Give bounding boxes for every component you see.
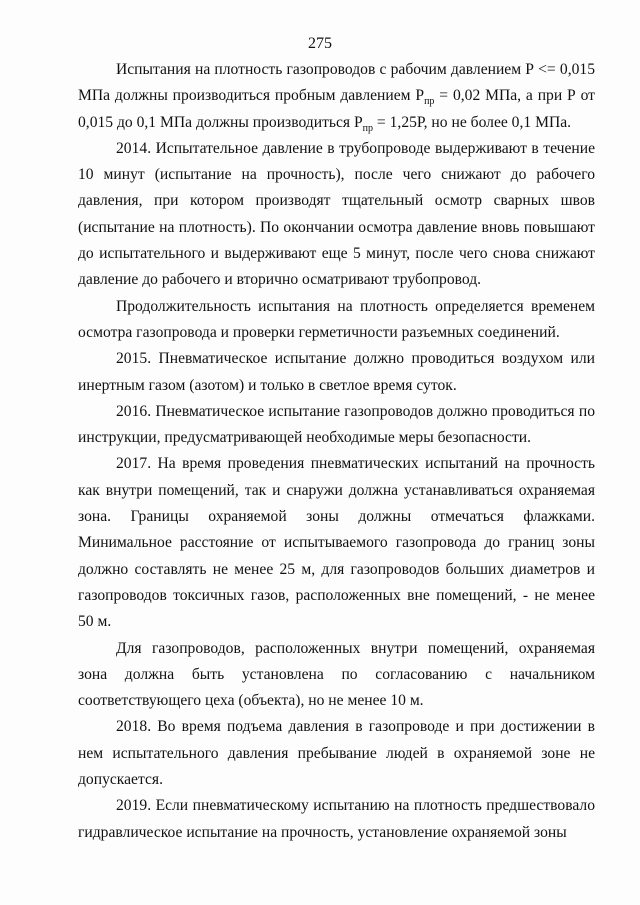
text-run: = 1,25Р, но не более 0,1 МПа. bbox=[373, 113, 572, 131]
page-number: 275 bbox=[308, 35, 332, 52]
text-run: Продолжительность испытания на плотность определяется временем осмотра газопровода и проверки герметичности разъемных соединений. bbox=[78, 297, 595, 341]
text-run: 2019. Если пневматическому испытанию на плотность предшествовало гидравлическое испытание на прочность, установление охраняемой зоны bbox=[78, 797, 595, 841]
subscript: пр bbox=[424, 96, 435, 108]
text-run: 2016. Пневматическое испытание газопроводов должно проводиться по инструкции, предусматривающей необходимые меры безопасности. bbox=[78, 402, 595, 447]
paragraph-p4 bbox=[78, 346, 595, 399]
subscript: пр bbox=[362, 122, 374, 134]
text-run: 2014. Испытательное давление в трубопроводе выдерживают в течение 10 минут (испытание на прочность), после чего снижают до рабочего давления, при котором производят тщательный осмотр сварных швов (испытание на плотность). По окончании осмотра давление вновь повышают до испытательного и выдерживают еще 5 минут, после чего снова снижают давление до рабочего и вторично осматривают трубопровод. bbox=[78, 139, 595, 289]
paragraph-p9 bbox=[78, 793, 595, 846]
text-run: Испытания на плотность газопроводов с рабочим давлением Р <= 0,015 МПа должны производиться пробным давлением Р bbox=[78, 61, 595, 105]
paragraph-p7 bbox=[78, 636, 595, 715]
paragraph-p6 bbox=[78, 451, 595, 635]
text-run: Для газопроводов, расположенных внутри помещений, охраняемая зона должна быть установлена по согласованию с начальником соответствующего цеха (объекта), но не менее 10 м. bbox=[78, 639, 595, 710]
text-run: 2015. Пневматическое испытание должно проводиться воздухом или инертным газом (азотом) и только в светлое время суток. bbox=[78, 350, 595, 394]
paragraph-p1 bbox=[78, 57, 595, 136]
text-run: 2017. На время проведения пневматических испытаний на прочность как внутри помещений, так и снаружи должна устанавливаться охраняемая зона. Границы охраняемой зоны должны отмечаться флажками. Минимальное расстояние от испытываемого газопровода до границ зоны должно составлять не менее 25 м, для газопроводов больших диаметров и газопроводов токсичных газов, расположенных вне помещений, - не менее 50 м. bbox=[78, 455, 595, 631]
document-body bbox=[78, 57, 595, 846]
paragraph-p8 bbox=[78, 714, 595, 793]
text-run: 2018. Во время подъема давления в газопроводе и при достижении в нем испытательного давления пребывание людей в охраняемой зоне не допускается. bbox=[78, 718, 595, 789]
text-run: = 0,02 МПа, а при Р от 0,015 до 0,1 МПа должны производиться Р bbox=[78, 87, 595, 131]
paragraph-p3 bbox=[78, 294, 595, 347]
paragraph-p2 bbox=[78, 136, 595, 294]
paragraph-p5 bbox=[78, 399, 595, 452]
